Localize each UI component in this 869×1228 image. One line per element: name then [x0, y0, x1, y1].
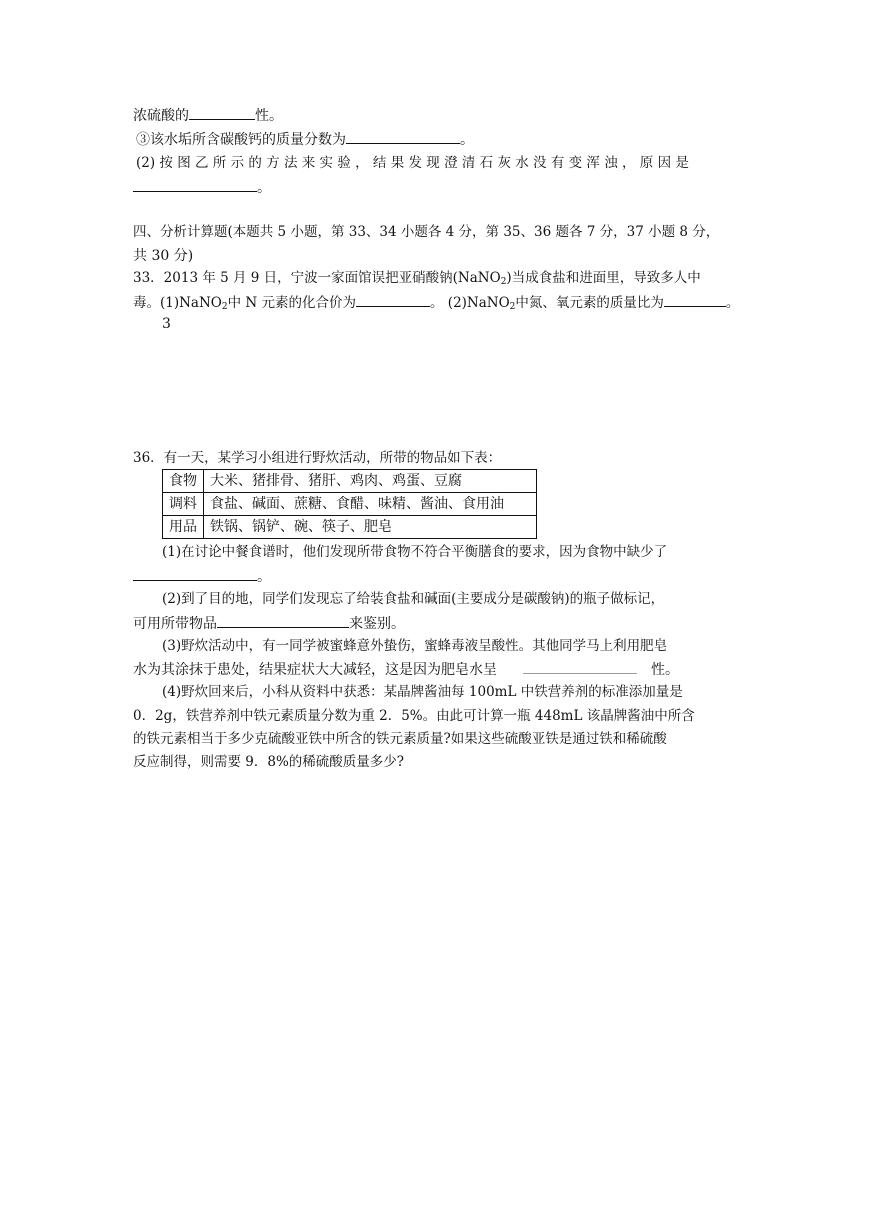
q36-part1-line-1: (1)在讨论中餐食谱时，他们发现所带食物不符合平衡膳食的要求，因为食物中缺少了 [162, 544, 668, 560]
table-cell-items: 食盐、碱面、蔗糖、食醋、味精、酱油、食用油 [204, 493, 537, 516]
q32-line-3: (2) 按 图 乙 所 示 的 方 法 来 实 验 ， 结 果 发 现 澄 清 石 灰 水 没 有 变 浑 浊 ， 原 因 是 [136, 155, 689, 171]
answer-blank[interactable] [346, 129, 460, 144]
q36-part2-line-1: (2)到了目的地，同学们发现忘了给装食盐和碱面(主要成分是碳酸钠)的瓶子做标记， [162, 591, 665, 607]
table-cell-items: 铁锅、锅铲、碗、筷子、肥皂 [204, 516, 537, 539]
section-heading: 四、分析计算题(本题共 5 小题，第 33、34 小题各 4 分，第 35、36 题各 7 分，37 小题 8 分， [133, 224, 720, 240]
q36-part4-line-3: 的铁元素相当于多少克硫酸亚铁中所含的铁元素质量?如果这些硫酸亚铁是通过铁和稀硫酸 [133, 731, 667, 747]
answer-blank[interactable] [133, 177, 257, 192]
q36-part1-line-2: 。 [133, 566, 271, 587]
table-cell-category: 食物 [163, 470, 204, 493]
answer-blank[interactable] [189, 105, 255, 120]
answer-blank[interactable] [664, 292, 726, 307]
stray-digit: 3 [162, 316, 171, 332]
q32-line-1: 浓硫酸的 性。 [133, 105, 283, 126]
q33-line-1: 33．2013 年 5 月 9 日，宁波一家面馆误把亚硝酸钠(NaNO$_2$)当成食盐和进面里，导致多人中 [133, 270, 701, 287]
table-row [163, 493, 537, 516]
q36-intro: 36．有一天，某学习小组进行野炊活动，所带的物品如下表： [133, 450, 502, 466]
q32-line-4: 。 [133, 177, 271, 198]
q36-part4-line-1: (4)野炊回来后，小科从资料中获悉：某晶牌酱油每 100mL 中铁营养剂的标准添加量是 [162, 684, 683, 700]
q36-part2-line-2: 可用所带物品 来鉴别。 [133, 613, 405, 634]
q33-line-2: 毒。(1)NaNO$_2$中 N 元素的化合价为 。 (2)NaNO$_2$中氮、氧元素的质量比为 。 [133, 292, 739, 313]
q36-part3-line-2: 水为其涂抹于患处，结果症状大大减轻，这是因为肥皂水呈 性。 [133, 659, 679, 680]
q36-part3-line-1: (3)野炊活动中，有一同学被蜜蜂意外蛰伤，蜜蜂毒液呈酸性。其他同学马上利用肥皂 [162, 638, 668, 654]
answer-blank[interactable] [523, 659, 637, 674]
table-cell-category: 调料 [163, 493, 204, 516]
q36-part4-line-4: 反应制得，则需要 9．8%的稀硫酸质量多少? [133, 754, 405, 770]
table-row [163, 516, 537, 539]
answer-blank[interactable] [217, 613, 349, 628]
section-heading-cont: 共 30 分) [133, 248, 194, 264]
answer-blank[interactable] [133, 566, 257, 581]
answer-blank[interactable] [356, 292, 430, 307]
q32-line-2: ③该水垢所含碳酸钙的质量分数为 。 [136, 129, 474, 150]
table-row [163, 470, 537, 493]
supplies-table [162, 469, 537, 539]
q36-part4-line-2: 0．2g，铁营养剂中铁元素质量分数为重 2．5%。由此可计算一瓶 448mL 该晶牌酱油中所含 [133, 708, 695, 724]
table-cell-items: 大米、猪排骨、猪肝、鸡肉、鸡蛋、豆腐 [204, 470, 537, 493]
table-cell-category: 用品 [163, 516, 204, 539]
